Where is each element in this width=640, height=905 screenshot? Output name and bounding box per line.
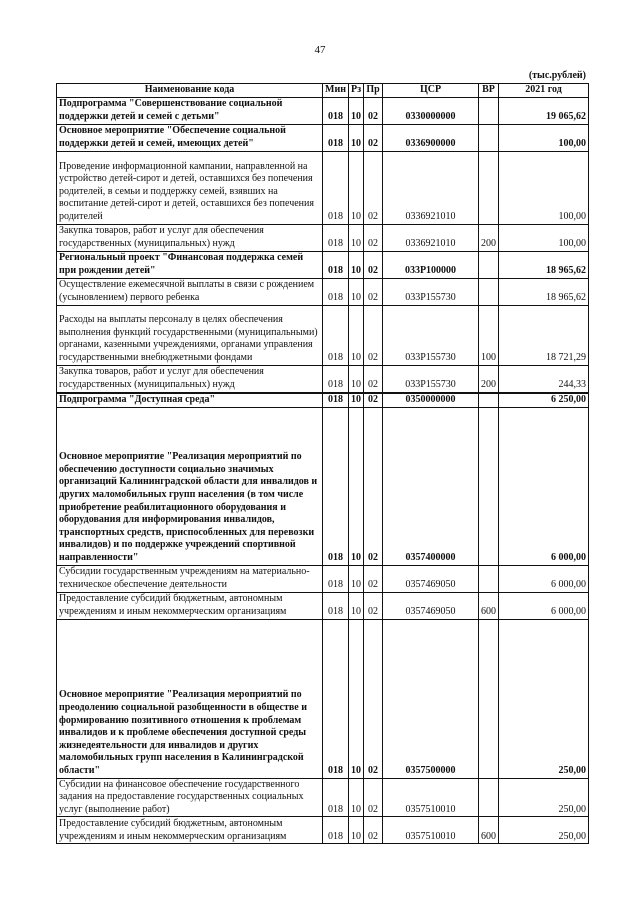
cell-csr: 033P100000 [383, 251, 479, 278]
cell-sum: 250,00 [499, 817, 589, 844]
cell-vr [479, 97, 499, 124]
cell-min: 018 [323, 365, 349, 393]
cell-vr: 600 [479, 592, 499, 619]
header-csr: ЦСР [383, 84, 479, 98]
cell-name: Основное мероприятие "Обеспечение социальной поддержки детей и семей, имеющих детей" [57, 124, 323, 151]
cell-name: Субсидии на финансовое обеспечение государственного задания на предоставление государственных социальных услуг (выполнение работ) [57, 778, 323, 817]
cell-sum: 6 000,00 [499, 407, 589, 565]
cell-vr: 100 [479, 305, 499, 365]
cell-sum: 18 965,62 [499, 278, 589, 305]
header-min: Мин [323, 84, 349, 98]
cell-rz: 10 [349, 365, 364, 393]
cell-vr [479, 407, 499, 565]
cell-pr: 02 [364, 393, 383, 408]
cell-pr: 02 [364, 278, 383, 305]
cell-min: 018 [323, 251, 349, 278]
header-name: Наименование кода [57, 84, 323, 98]
cell-min: 018 [323, 592, 349, 619]
cell-pr: 02 [364, 778, 383, 817]
cell-rz: 10 [349, 305, 364, 365]
cell-vr [479, 251, 499, 278]
table-row [57, 97, 589, 124]
cell-name: Подпрограмма "Совершенствование социальной поддержки детей и семей с детьми" [57, 97, 323, 124]
cell-pr: 02 [364, 592, 383, 619]
cell-pr: 02 [364, 97, 383, 124]
table-row [57, 278, 589, 305]
cell-sum: 6 250,00 [499, 393, 589, 408]
cell-name: Проведение информационной кампании, направленной на устройство детей-сирот и детей, оставшихся без попечения родителей, в семьи и поддержку семей, взявших на воспитание детей-сирот и детей, оставшихся без попечения родителей [57, 151, 323, 224]
cell-sum: 100,00 [499, 124, 589, 151]
cell-vr [479, 565, 499, 592]
cell-name: Закупка товаров, работ и услуг для обеспечения государственных (муниципальных) нужд [57, 224, 323, 251]
cell-min: 018 [323, 407, 349, 565]
table-row [57, 565, 589, 592]
budget-table [56, 83, 589, 844]
cell-name: Основное мероприятие "Реализация мероприятий по обеспечению доступности социально значимых организаций Калининградской области для инвалидов и других маломобильных групп населения (в том числе приобретение реабилитационного оборудования и оборудования для информирования инвалидов, транспортных средств, приспособленных для перевозки инвалидов) и по поддержке учреждений спортивной направленности" [57, 407, 323, 565]
header-year: 2021 год [499, 84, 589, 98]
cell-sum: 250,00 [499, 619, 589, 778]
cell-name: Подпрограмма "Доступная среда" [57, 393, 323, 408]
cell-csr: 0350000000 [383, 393, 479, 408]
cell-sum: 18 721,29 [499, 305, 589, 365]
cell-csr: 0357500000 [383, 619, 479, 778]
cell-name: Расходы на выплаты персоналу в целях обеспечения выполнения функций государственными (муниципальными) органами, казенными учреждениями, органами управления государственными внебюджетными фондами [57, 305, 323, 365]
cell-vr [479, 124, 499, 151]
cell-sum: 19 065,62 [499, 97, 589, 124]
cell-rz: 10 [349, 224, 364, 251]
cell-rz: 10 [349, 393, 364, 408]
cell-vr [479, 778, 499, 817]
cell-min: 018 [323, 778, 349, 817]
cell-pr: 02 [364, 124, 383, 151]
cell-pr: 02 [364, 305, 383, 365]
cell-rz: 10 [349, 407, 364, 565]
header-rz: Рз [349, 84, 364, 98]
cell-min: 018 [323, 393, 349, 408]
cell-rz: 10 [349, 251, 364, 278]
cell-min: 018 [323, 305, 349, 365]
cell-vr [479, 393, 499, 408]
cell-sum: 18 965,62 [499, 251, 589, 278]
cell-pr: 02 [364, 365, 383, 393]
table-row [57, 365, 589, 393]
cell-vr: 200 [479, 365, 499, 393]
cell-vr [479, 278, 499, 305]
cell-min: 018 [323, 565, 349, 592]
table-row [57, 407, 589, 565]
table-row [57, 619, 589, 778]
table-row [57, 393, 589, 408]
cell-sum: 100,00 [499, 151, 589, 224]
page-number: 47 [314, 44, 326, 56]
table-row [57, 251, 589, 278]
table-row [57, 224, 589, 251]
cell-name: Основное мероприятие "Реализация мероприятий по преодолению социальной разобщенности в обществе и формированию позитивного отношения к проблемам инвалидов и к проблеме обеспечения доступной среды жизнедеятельности для инвалидов и других маломобильных групп населения в Калининградской области" [57, 619, 323, 778]
cell-csr: 0357469050 [383, 592, 479, 619]
cell-csr: 0357510010 [383, 817, 479, 844]
cell-min: 018 [323, 224, 349, 251]
cell-sum: 6 000,00 [499, 565, 589, 592]
cell-min: 018 [323, 124, 349, 151]
cell-name: Осуществление ежемесячной выплаты в связи с рождением (усыновлением) первого ребенка [57, 278, 323, 305]
cell-csr: 0336921010 [383, 151, 479, 224]
cell-pr: 02 [364, 619, 383, 778]
cell-rz: 10 [349, 151, 364, 224]
table-row [57, 151, 589, 224]
cell-rz: 10 [349, 278, 364, 305]
cell-csr: 0336921010 [383, 224, 479, 251]
cell-rz: 10 [349, 817, 364, 844]
cell-min: 018 [323, 619, 349, 778]
table-row [57, 778, 589, 817]
cell-csr: 0357469050 [383, 565, 479, 592]
cell-min: 018 [323, 817, 349, 844]
cell-rz: 10 [349, 592, 364, 619]
cell-min: 018 [323, 151, 349, 224]
header-pr: Пр [364, 84, 383, 98]
cell-pr: 02 [364, 407, 383, 565]
cell-pr: 02 [364, 565, 383, 592]
cell-vr: 600 [479, 817, 499, 844]
cell-rz: 10 [349, 97, 364, 124]
units-label: (тыс.рублей) [528, 70, 586, 81]
cell-name: Предоставление субсидий бюджетным, автономным учреждениям и иным некоммерческим организациям [57, 817, 323, 844]
cell-csr: 0357510010 [383, 778, 479, 817]
table-header-row [57, 84, 589, 98]
cell-rz: 10 [349, 124, 364, 151]
cell-vr: 200 [479, 224, 499, 251]
cell-name: Предоставление субсидий бюджетным, автономным учреждениям и иным некоммерческим организациям [57, 592, 323, 619]
cell-csr: 0336900000 [383, 124, 479, 151]
cell-min: 018 [323, 278, 349, 305]
cell-sum: 6 000,00 [499, 592, 589, 619]
cell-vr [479, 151, 499, 224]
cell-rz: 10 [349, 778, 364, 817]
cell-name: Субсидии государственным учреждениям на материально-техническое обеспечение деятельности [57, 565, 323, 592]
cell-sum: 244,33 [499, 365, 589, 393]
cell-csr: 0330000000 [383, 97, 479, 124]
cell-vr [479, 619, 499, 778]
cell-csr: 033P155730 [383, 278, 479, 305]
table-row [57, 592, 589, 619]
header-vr: ВР [479, 84, 499, 98]
cell-name: Закупка товаров, работ и услуг для обеспечения государственных (муниципальных) нужд [57, 365, 323, 393]
cell-pr: 02 [364, 151, 383, 224]
table-row [57, 124, 589, 151]
cell-rz: 10 [349, 619, 364, 778]
table-row [57, 305, 589, 365]
cell-pr: 02 [364, 224, 383, 251]
cell-pr: 02 [364, 251, 383, 278]
cell-csr: 0357400000 [383, 407, 479, 565]
cell-csr: 033P155730 [383, 305, 479, 365]
table-row [57, 817, 589, 844]
cell-sum: 250,00 [499, 778, 589, 817]
cell-rz: 10 [349, 565, 364, 592]
cell-pr: 02 [364, 817, 383, 844]
cell-min: 018 [323, 97, 349, 124]
cell-sum: 100,00 [499, 224, 589, 251]
cell-name: Региональный проект "Финансовая поддержка семей при рождении детей" [57, 251, 323, 278]
cell-csr: 033P155730 [383, 365, 479, 393]
